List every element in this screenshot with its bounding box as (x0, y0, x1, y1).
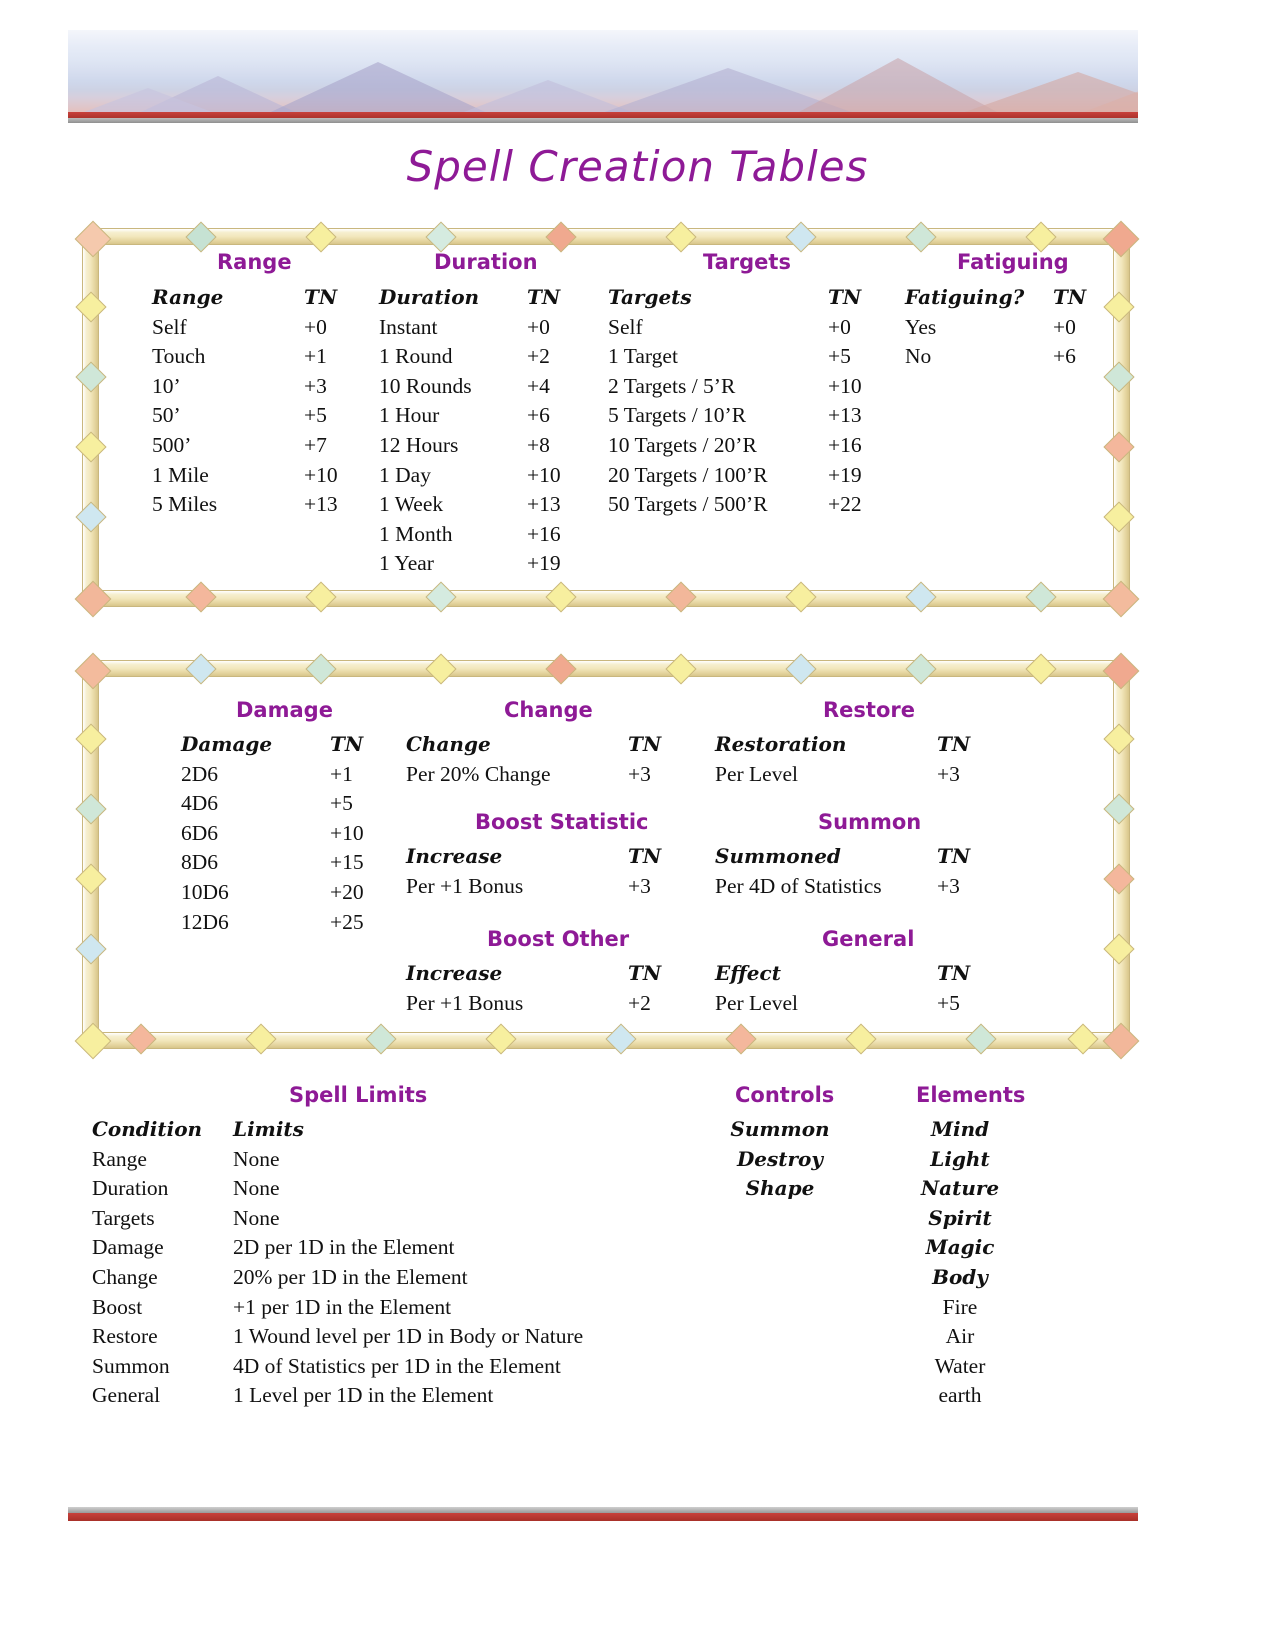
table-row (92, 1145, 583, 1175)
list-item: Summon (730, 1117, 830, 1141)
column-header-tn: TN (527, 285, 561, 309)
frame-gem (305, 581, 336, 612)
cell-label: 10D6 (181, 879, 229, 904)
list-item: Mind (930, 1117, 990, 1141)
cell-label: 8D6 (181, 850, 219, 875)
cell-label: Yes (905, 314, 937, 339)
section-title-change: Change (504, 698, 593, 722)
cell-tn: +2 (527, 344, 550, 369)
cell-label: 500’ (152, 432, 192, 457)
page-title: Spell Creation Tables (406, 142, 869, 191)
frame-gem (425, 221, 456, 252)
cell-label: No (905, 344, 932, 369)
frame-gem (75, 793, 106, 824)
section-title-general: General (822, 927, 915, 951)
cell-label: 1 Target (608, 344, 678, 369)
cell-label: 1 Round (379, 344, 453, 369)
frame-gem (185, 581, 216, 612)
cell-condition: Change (92, 1264, 158, 1289)
frame-gem (1025, 653, 1056, 684)
table-fatiguing (905, 283, 1086, 372)
column-header-tn: TN (628, 961, 662, 985)
frame-gem (665, 581, 696, 612)
cell-tn: +5 (828, 344, 851, 369)
cell-condition: Damage (92, 1235, 164, 1260)
corner-gem (1103, 581, 1140, 618)
frame-gem (75, 933, 106, 964)
list-controls (700, 1115, 860, 1204)
frame-gem (905, 653, 936, 684)
cell-label: Self (152, 314, 187, 339)
column-header-range: Range (152, 285, 224, 309)
table-row (92, 1293, 583, 1323)
frame-gem (185, 221, 216, 252)
table-duration (379, 283, 561, 579)
column-header-limits: Limits (233, 1117, 304, 1141)
frame-top (86, 228, 1126, 245)
column-header-tn: TN (628, 732, 662, 756)
cell-limit: 1 Level per 1D in the Element (233, 1383, 494, 1408)
cell-label: 5 Targets / 10’R (608, 403, 747, 428)
cell-label: 2D6 (181, 761, 219, 786)
table-damage (181, 730, 364, 937)
frame-gem (545, 653, 576, 684)
frame-gem (75, 431, 106, 462)
cell-tn: +5 (304, 403, 327, 428)
cell-condition: Targets (92, 1205, 155, 1230)
frame-gem (845, 1023, 876, 1054)
frame-gem (665, 221, 696, 252)
list-item: Destroy (736, 1146, 824, 1171)
cell-limit: 2D per 1D in the Element (233, 1235, 455, 1260)
section-title-elements: Elements (916, 1083, 1026, 1107)
frame-gem (75, 723, 106, 754)
cell-tn: +4 (527, 373, 550, 398)
cell-tn: +10 (330, 820, 364, 845)
cell-label: Touch (152, 344, 206, 369)
cell-tn: +0 (527, 314, 550, 339)
column-header-condition: Condition (92, 1117, 203, 1141)
frame-gem (1067, 1023, 1098, 1054)
column-header-tn: TN (937, 844, 971, 868)
table-targets (608, 283, 862, 520)
corner-gem (1103, 1023, 1140, 1060)
header-rule-grey (68, 118, 1138, 123)
table-row (92, 1263, 583, 1293)
cell-label: 1 Week (379, 492, 444, 517)
frame-gem (185, 653, 216, 684)
cell-tn: +25 (330, 909, 364, 934)
cell-limit: None (233, 1205, 280, 1230)
cell-condition: Summon (92, 1353, 170, 1378)
section-title-damage: Damage (236, 698, 333, 722)
corner-gem (75, 221, 112, 258)
cell-label: Instant (379, 314, 438, 339)
cell-label: Per +1 Bonus (406, 990, 524, 1015)
frame-gem (125, 1023, 156, 1054)
list-item: Magic (925, 1235, 995, 1260)
cell-label: 50’ (152, 403, 181, 428)
column-header-tn: TN (304, 285, 338, 309)
list-item: Shape (745, 1176, 815, 1201)
cell-tn: +3 (937, 761, 960, 786)
cell-label: Per Level (715, 761, 798, 786)
table-row (92, 1233, 583, 1263)
cell-tn: +2 (628, 990, 651, 1015)
cell-limit: +1 per 1D in the Element (233, 1294, 452, 1319)
cell-tn: +5 (330, 791, 353, 816)
cell-label: 10’ (152, 373, 181, 398)
frame-gem (1025, 221, 1056, 252)
cell-label: 5 Miles (152, 492, 218, 517)
cell-tn: +6 (1053, 344, 1076, 369)
section-title-range: Range (217, 250, 292, 274)
frame-left (82, 664, 99, 1045)
section-title-targets: Targets (703, 250, 791, 274)
frame-gem (75, 291, 106, 322)
column-header-targets: Targets (608, 285, 692, 309)
list-item: Light (930, 1146, 990, 1171)
section-title-spell-limits: Spell Limits (289, 1083, 428, 1107)
corner-gem (75, 1023, 112, 1060)
list-item: Water (934, 1353, 986, 1378)
cell-tn: +13 (527, 492, 561, 517)
frame-bottom (86, 590, 1126, 607)
cell-tn: +0 (1053, 314, 1076, 339)
cell-limit: 20% per 1D in the Element (233, 1264, 468, 1289)
cell-tn: +6 (527, 403, 550, 428)
list-item: Body (932, 1264, 988, 1289)
cell-limit: None (233, 1176, 280, 1201)
frame-top (86, 660, 1126, 677)
cell-condition: Duration (92, 1176, 169, 1201)
cell-label: 1 Mile (152, 462, 209, 487)
frame-gem (785, 221, 816, 252)
cell-label: Per 20% Change (406, 761, 551, 786)
section-title-boost-other: Boost Other (487, 927, 630, 951)
cell-label: 10 Targets / 20’R (608, 432, 757, 457)
cell-label: 50 Targets / 500’R (608, 492, 768, 517)
section-title-restore: Restore (823, 698, 915, 722)
corner-gem (1103, 653, 1140, 690)
frame-gem (1025, 581, 1056, 612)
frame-gem (905, 581, 936, 612)
cell-tn: +10 (828, 373, 862, 398)
corner-gem (1103, 221, 1140, 258)
cell-condition: Range (92, 1146, 147, 1171)
cell-label: 1 Month (379, 521, 453, 546)
list-item: earth (938, 1383, 982, 1408)
column-header-restoration: Restoration (715, 732, 847, 756)
cell-limit: 4D of Statistics per 1D in the Element (233, 1353, 561, 1378)
table-boost-statistic (406, 842, 661, 901)
frame-gem (75, 863, 106, 894)
cell-label: Per +1 Bonus (406, 873, 524, 898)
table-boost-other (406, 959, 661, 1018)
list-item: Spirit (928, 1205, 992, 1230)
cell-tn: +16 (527, 521, 561, 546)
cell-label: Per Level (715, 990, 798, 1015)
cell-tn: +10 (527, 462, 561, 487)
list-item: Nature (920, 1176, 1000, 1201)
frame-gem (785, 581, 816, 612)
frame-gem (305, 653, 336, 684)
table-restore (715, 730, 970, 789)
cell-tn: +7 (304, 432, 327, 457)
cell-condition: General (92, 1383, 161, 1408)
cell-tn: +22 (828, 492, 862, 517)
column-header-increase: Increase (406, 961, 503, 985)
table-row (92, 1204, 583, 1234)
section-title-boost-statistic: Boost Statistic (475, 810, 649, 834)
cell-tn: +13 (304, 492, 338, 517)
frame-gem (545, 221, 576, 252)
cell-label: 6D6 (181, 820, 219, 845)
cell-tn: +8 (527, 432, 550, 457)
cell-tn: +3 (628, 873, 651, 898)
frame-gem (965, 1023, 996, 1054)
frame-gem (725, 1023, 756, 1054)
cell-label: 10 Rounds (379, 373, 472, 398)
cell-label: Per 4D of Statistics (715, 873, 882, 898)
frame-gem (545, 581, 576, 612)
table-row (92, 1322, 583, 1352)
cell-limit: 1 Wound level per 1D in Body or Nature (233, 1324, 584, 1349)
cell-tn: +13 (828, 403, 862, 428)
cell-tn: +20 (330, 879, 364, 904)
column-header-tn: TN (628, 844, 662, 868)
column-header-fatiguing: Fatiguing? (905, 285, 1025, 309)
column-header-tn: TN (937, 732, 971, 756)
section-title-controls: Controls (735, 1083, 835, 1107)
footer-rule-red (68, 1513, 1138, 1521)
cell-tn: +1 (330, 761, 353, 786)
cell-label: 1 Hour (379, 403, 440, 428)
cell-label: 1 Day (379, 462, 431, 487)
column-header-summoned: Summoned (715, 844, 841, 868)
cell-tn: +19 (828, 462, 862, 487)
cell-tn: +1 (304, 344, 327, 369)
cell-label: 20 Targets / 100’R (608, 462, 768, 487)
cell-label: 12 Hours (379, 432, 459, 457)
cell-tn: +5 (937, 990, 960, 1015)
frame-left (82, 232, 99, 603)
cell-tn: +16 (828, 432, 862, 457)
corner-gem (75, 581, 112, 618)
column-header-tn: TN (937, 961, 971, 985)
cell-limit: None (233, 1146, 280, 1171)
section-title-summon: Summon (818, 810, 922, 834)
frame-gem (785, 653, 816, 684)
section-title-duration: Duration (434, 250, 538, 274)
table-row (92, 1381, 583, 1411)
cell-tn: +10 (304, 462, 338, 487)
cell-condition: Boost (92, 1294, 143, 1319)
frame-gem (665, 653, 696, 684)
cell-label: 4D6 (181, 791, 219, 816)
table-range (152, 283, 338, 520)
cell-tn: +3 (628, 761, 651, 786)
column-header-change: Change (406, 732, 491, 756)
column-header-effect: Effect (715, 961, 781, 985)
section-title-fatiguing: Fatiguing (957, 250, 1069, 274)
corner-gem (75, 653, 112, 690)
header-landscape-image (68, 30, 1138, 118)
frame-gem (365, 1023, 396, 1054)
frame-gem (245, 1023, 276, 1054)
frame-gem (485, 1023, 516, 1054)
column-header-tn: TN (330, 732, 364, 756)
cell-tn: +0 (828, 314, 851, 339)
cell-condition: Restore (92, 1324, 158, 1349)
cell-label: 12D6 (181, 909, 229, 934)
frame-right (1113, 664, 1130, 1045)
list-item: Fire (942, 1294, 978, 1319)
frame-gem (605, 1023, 636, 1054)
cell-label: 2 Targets / 5’R (608, 373, 736, 398)
frame-gem (425, 653, 456, 684)
frame-gem (75, 501, 106, 532)
cell-tn: +3 (304, 373, 327, 398)
cell-tn: +3 (937, 873, 960, 898)
column-header-increase: Increase (406, 844, 503, 868)
cell-tn: +19 (527, 551, 561, 576)
table-row (92, 1174, 583, 1204)
list-elements (880, 1115, 1040, 1411)
table-summon (715, 842, 970, 901)
cell-tn: +15 (330, 850, 364, 875)
column-header-tn: TN (1053, 285, 1087, 309)
frame-gem (305, 221, 336, 252)
column-header-duration: Duration (379, 285, 480, 309)
frame-gem (75, 361, 106, 392)
cell-label: Self (608, 314, 643, 339)
cell-tn: +0 (304, 314, 327, 339)
table-row (92, 1352, 583, 1382)
frame-gem (425, 581, 456, 612)
frame-right (1113, 232, 1130, 603)
table-change (406, 730, 661, 789)
list-item: Air (945, 1324, 975, 1349)
frame-gem (905, 221, 936, 252)
column-header-tn: TN (828, 285, 862, 309)
cell-label: 1 Year (379, 551, 434, 576)
column-header-damage: Damage (181, 732, 273, 756)
table-general (715, 959, 970, 1018)
table-spell-limits (92, 1115, 583, 1411)
